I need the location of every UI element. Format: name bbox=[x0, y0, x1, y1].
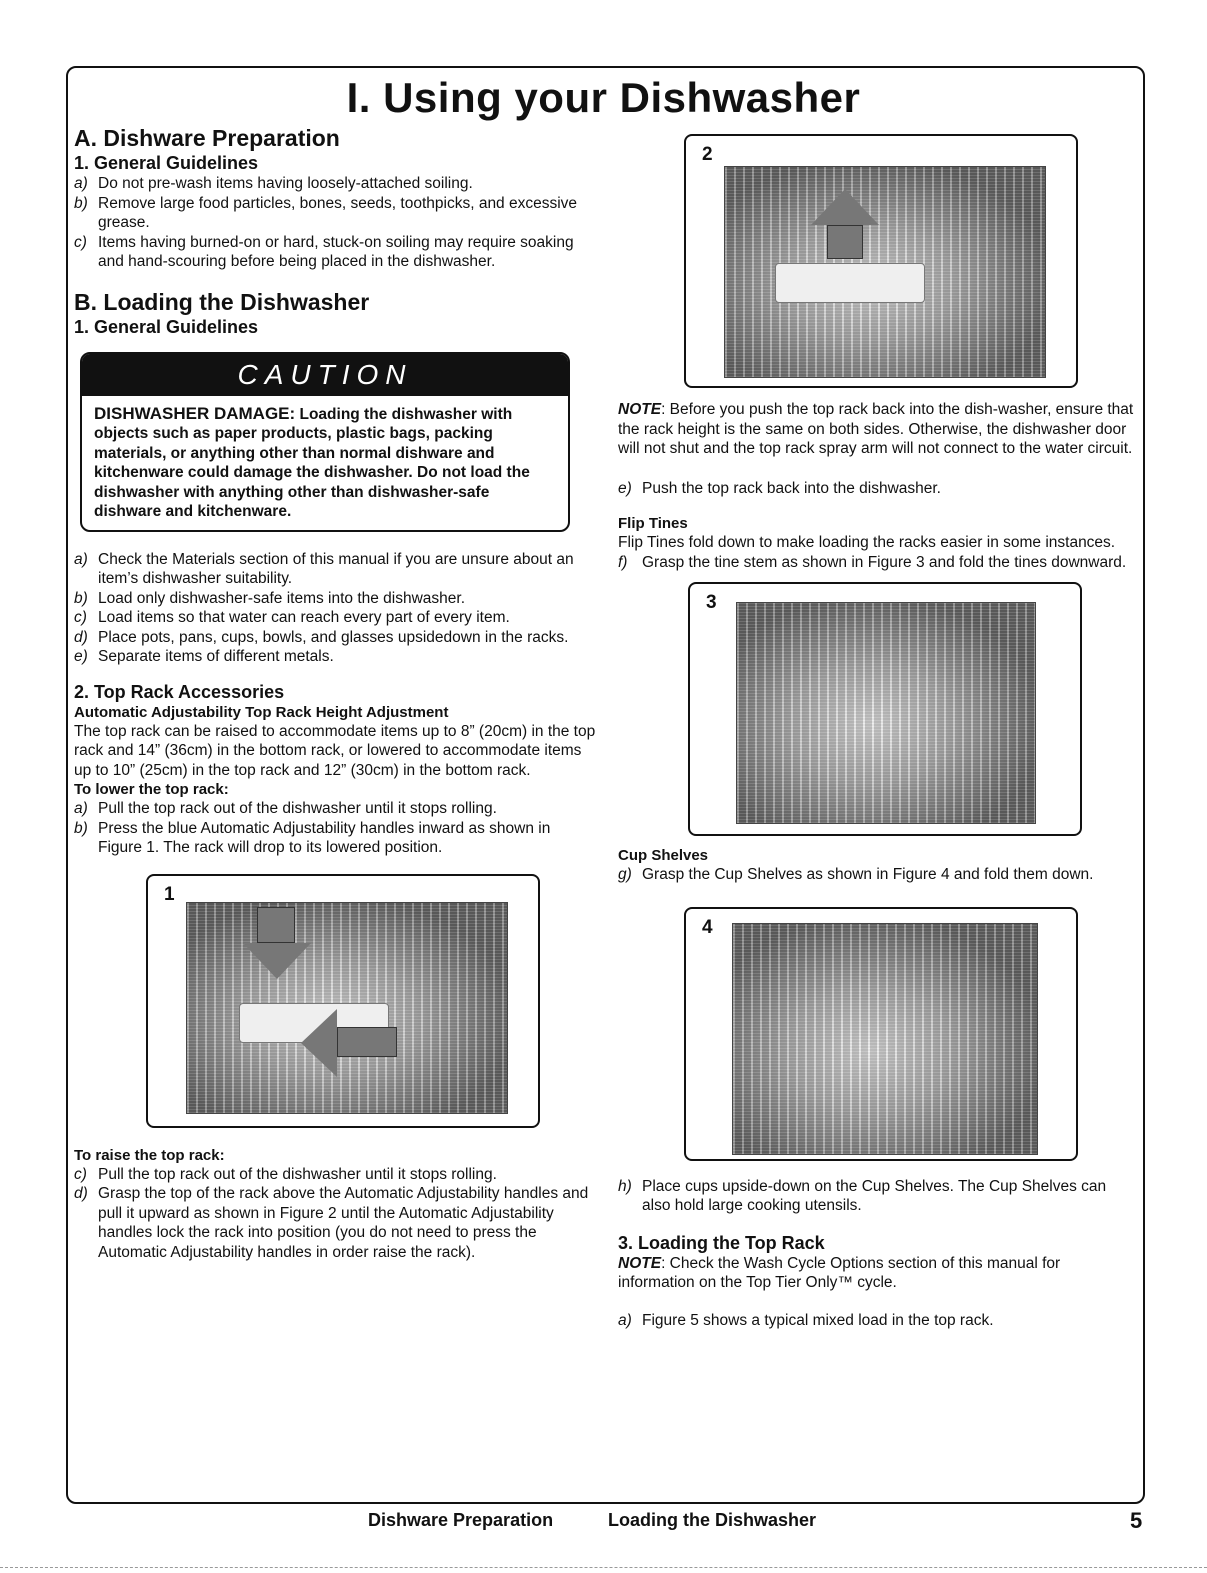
arrow-up-stem-icon bbox=[827, 225, 863, 259]
caution-lead: DISHWASHER DAMAGE: bbox=[94, 403, 296, 423]
arrow-left-head-icon bbox=[301, 1009, 337, 1077]
note-paragraph bbox=[618, 400, 1138, 459]
section-b-subheading: 1. General Guidelines bbox=[74, 316, 259, 337]
right-list-g bbox=[618, 865, 1138, 885]
list-item: c) Pull the top rack out of the dishwasher until it stops rolling. bbox=[74, 1165, 497, 1183]
section-b-heading: B. Loading the Dishwasher bbox=[74, 288, 370, 315]
note2-label: NOTE bbox=[618, 1254, 662, 1272]
list-item: e) Push the top rack back into the dishwasher. bbox=[618, 479, 941, 497]
arrow-left-icon bbox=[337, 1027, 397, 1057]
flip-heading: Flip Tines bbox=[618, 515, 688, 532]
note-label: NOTE bbox=[618, 401, 662, 418]
list-item: a) Check the Materials section of this manual if you are unsure about an item’s dishwasher suitability. bbox=[74, 550, 574, 587]
caution-text: Loading the dishwasher with objects such as paper products, plastic bags, packing materials, or anything other than normal dishware and kitchenware could damage the dishwasher. Do not load the dishwasher with anything other than dishwasher-safe dishware and kitchenware. bbox=[94, 405, 530, 520]
list-item: b) Load only dishwasher-safe items into the dishwasher. bbox=[74, 589, 466, 607]
arrow-down-icon bbox=[257, 907, 295, 943]
bottom-rule bbox=[0, 1567, 1207, 1568]
lower-list bbox=[74, 799, 598, 858]
top-rack-heading: 2. Top Rack Accessories bbox=[74, 681, 285, 702]
figure-4-label: 4 bbox=[702, 916, 713, 938]
flip-text: Flip Tines fold down to make loading the racks easier in some instances. bbox=[618, 534, 1116, 551]
figure-4-photo bbox=[732, 923, 1038, 1155]
list-item: f) Grasp the tine stem as shown in Figure 3 and fold the tines downward. bbox=[618, 553, 1127, 571]
left-column bbox=[74, 124, 598, 1262]
loading-heading: 3. Loading the Top Rack bbox=[618, 1232, 825, 1253]
section-a-heading: A. Dishware Preparation bbox=[74, 125, 340, 151]
figure-2-photo bbox=[724, 166, 1046, 378]
list-item: c) Load items so that water can reach every part of every item. bbox=[74, 609, 510, 626]
list-item: a) Figure 5 shows a typical mixed load in the top rack. bbox=[618, 1311, 994, 1329]
figure-1-photo bbox=[186, 902, 508, 1114]
list-item: e) Separate items of different metals. bbox=[74, 648, 334, 665]
rack-handle bbox=[775, 263, 925, 303]
page-footer bbox=[0, 1510, 1207, 1540]
right-list-f bbox=[618, 553, 1138, 573]
list-item: a) Pull the top rack out of the dishwasher until it stops rolling. bbox=[74, 800, 497, 817]
right-list-e bbox=[618, 479, 1138, 499]
page-title: I. Using your Dishwasher bbox=[346, 74, 861, 121]
figure-1-label: 1 bbox=[164, 883, 175, 905]
figure-3 bbox=[688, 582, 1082, 836]
figure-4 bbox=[684, 907, 1078, 1161]
figure-3-label: 3 bbox=[706, 592, 717, 613]
note2-text: : Check the Wash Cycle Options section of this manual for information on the Top Tier Only™ cycle. bbox=[618, 1254, 1061, 1291]
note-text: : Before you push the top rack back into the dish-washer, ensure that the rack height is the same on both sides. Otherwise, the dishwasher door will not shut and the top rack spray arm will not connect to the water circuit. bbox=[618, 401, 1134, 457]
caution-title: CAUTION bbox=[82, 354, 568, 396]
raise-heading: To raise the top rack: bbox=[74, 1146, 225, 1164]
note2-paragraph bbox=[618, 1254, 1138, 1293]
adjust-text: The top rack can be raised to accommodate items up to 8” (20cm) in the top rack and 14” (36cm) in the bottom rack, or lowered to accommodate items up to 10” (25cm) in the top rack and 12” (30cm) in the bottom rack. bbox=[74, 722, 596, 779]
right-list-a2 bbox=[618, 1311, 1138, 1331]
lower-heading: To lower the top rack: bbox=[74, 781, 229, 798]
page-number: 5 bbox=[1130, 1508, 1143, 1533]
list-item: d) Place pots, pans, cups, bowls, and glasses upsidedown in the racks. bbox=[74, 628, 569, 646]
adjust-heading: Automatic Adjustability Top Rack Height Adjustment bbox=[74, 703, 449, 721]
list-item: d) Grasp the top of the rack above the Automatic Adjustability handles and pull it upward as shown in Figure 2 until the Automatic Adjustability handles lock the rack into position (you do not need to press the Automatic Adjustability handles in order raise the rack). bbox=[74, 1185, 589, 1261]
footer-section-left: Dishware Preparation bbox=[368, 1510, 554, 1530]
raise-list bbox=[74, 1165, 598, 1263]
list-item: a) Do not pre-wash items having loosely-attached soiling. bbox=[74, 175, 473, 192]
figure-2 bbox=[684, 134, 1078, 388]
section-b-list bbox=[74, 550, 598, 667]
section-a-list bbox=[74, 174, 598, 272]
figure-3-photo bbox=[736, 602, 1036, 824]
right-list-h bbox=[618, 1177, 1138, 1216]
figure-2-label: 2 bbox=[702, 144, 713, 165]
caution-body bbox=[82, 396, 568, 530]
caution-box bbox=[80, 352, 570, 532]
footer-section-right: Loading the Dishwasher bbox=[608, 1510, 817, 1530]
arrow-up-icon bbox=[811, 189, 879, 225]
list-item: c) Items having burned-on or hard, stuck-on soiling may require soaking and hand-scouring before being placed in the dishwasher. bbox=[74, 233, 574, 270]
list-item: g) Grasp the Cup Shelves as shown in Figure 4 and fold them down. bbox=[618, 866, 1094, 883]
list-item: b) Press the blue Automatic Adjustability handles inward as shown in Figure 1. The rack will drop to its lowered position. bbox=[74, 819, 551, 856]
list-item: h) Place cups upside-down on the Cup Shelves. The Cup Shelves can also hold large cooking utensils. bbox=[618, 1177, 1107, 1214]
arrow-down-head-icon bbox=[243, 943, 311, 979]
figure-1 bbox=[146, 874, 540, 1128]
right-column bbox=[618, 134, 1138, 1330]
cup-heading: Cup Shelves bbox=[618, 847, 709, 864]
section-a-subheading: 1. General Guidelines bbox=[74, 153, 259, 173]
list-item: b) Remove large food particles, bones, seeds, toothpicks, and excessive grease. bbox=[74, 194, 578, 231]
